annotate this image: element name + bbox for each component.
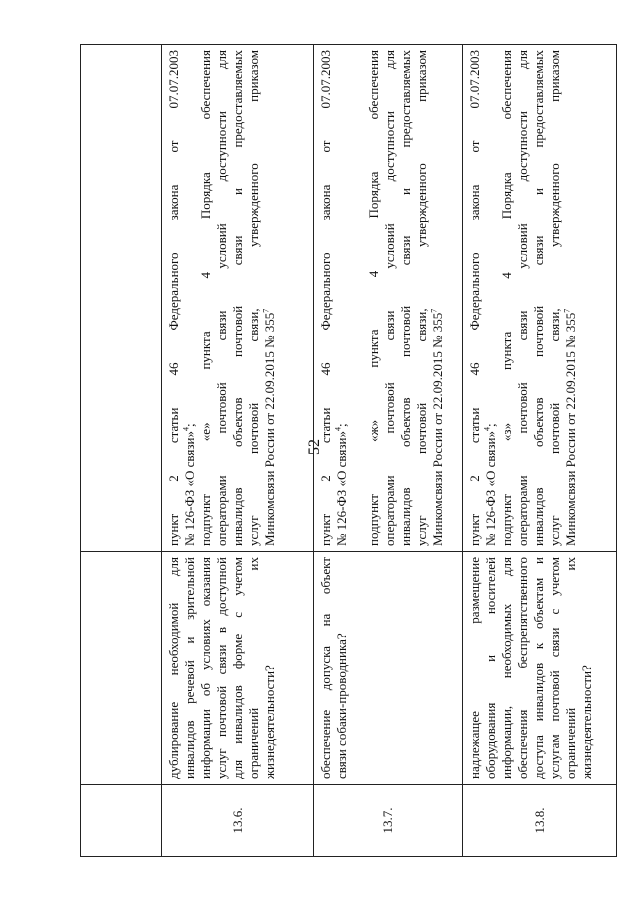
order-line: операторами почтовой связи условий доступности для [214,50,229,546]
table-row [463,45,617,857]
question-cell [463,552,617,785]
order-line: операторами почтовой связи условий доступности для [382,50,397,546]
footnote-ref: 4 [333,427,343,432]
table-row [162,45,314,857]
legal-basis-cell [162,45,314,552]
legal-basis-cell [314,45,463,552]
table-row-blank [81,45,162,857]
order-line: операторами почтовой связи условий доступности для [515,50,530,546]
question-line: связи собаки-проводника? [334,633,349,779]
question-line: информации, необходимых для [499,557,514,779]
order-line: инвалидов объектов почтовой связи и предоставляемых [531,50,546,546]
question-line: инвалидов речевой и зрительной [182,557,197,779]
question-cell [314,552,463,785]
question-line: услуг почтовой связи в доступной [214,557,229,779]
order-line [262,50,278,546]
question-line: обеспечения беспрепятственного [515,557,530,779]
order-line [430,50,446,546]
order-text: Минкомсвязи России от 22.09.2015 № 355 [430,312,445,546]
order-text: Минкомсвязи России от 22.09.2015 № 355 [563,312,578,546]
order-line: услуг почтовой связи, утвержденного приказом [414,50,429,546]
order-line: инвалидов объектов почтовой связи и предоставляемых [230,50,245,546]
question-line: услугам почтовой связи с учетом [547,557,562,779]
law-line [182,50,198,546]
law-text: № 126-ФЗ «О связи» [483,431,498,546]
footnote-ref: 4 [181,427,191,432]
question-line: ограничений их [246,557,261,779]
question-line: для инвалидов форме с учетом [230,557,245,779]
law-tail: ; [182,423,197,428]
question-line: обеспечение допуска на объект [318,557,333,779]
table-rotor [80,45,594,857]
question-line: жизнедеятельности? [262,665,277,779]
table-row [314,45,463,857]
order-line: подпункт «ж» пункта 4 Порядка обеспечения [366,50,381,546]
order-line: инвалидов объектов почтовой связи и предоставляемых [398,50,413,546]
order-line [563,50,579,546]
blank-cell [81,552,162,785]
question-line: информации об условиях оказания [198,557,213,779]
requirements-table [80,44,617,857]
question-line: жизнедеятельности? [579,665,594,779]
order-text: Минкомсвязи России от 22.09.2015 № 355 [262,312,277,546]
footnote-ref: 7 [261,308,271,313]
blank-cell [81,45,162,552]
question-line: оборудования и носителей [483,557,498,779]
footnote-ref: 7 [429,308,439,313]
order-line: услуг почтовой связи, утвержденного приказом [246,50,261,546]
order-line: услуг почтовой связи, утвержденного приказом [547,50,562,546]
row-number: 13.8. [463,785,617,857]
order-line: подпункт «е» пункта 4 Порядка обеспечения [198,50,213,546]
law-text: № 126-ФЗ «О связи» [182,431,197,546]
law-line: пункт 2 статьи 46 Федерального закона от 07.07.2003 [467,50,482,546]
question-line: дублирование необходимой для [166,557,181,779]
question-line: доступа инвалидов к объектам и [531,557,546,779]
law-tail: ; [483,423,498,428]
law-tail: ; [334,423,349,428]
question-line: надлежащее размещение [467,557,482,779]
law-line: пункт 2 статьи 46 Федерального закона от 07.07.2003 [318,50,333,546]
row-number: 13.6. [162,785,314,857]
legal-basis-cell [463,45,617,552]
rotated-page-content [80,45,594,857]
row-number: 13.7. [314,785,463,857]
blank-cell [81,785,162,857]
question-cell [162,552,314,785]
question-line: ограничений их [563,557,578,779]
footnote-ref: 7 [562,308,572,313]
footnote-ref: 4 [482,427,492,432]
page-number: 52 [306,439,323,455]
order-line: подпункт «з» пункта 4 Порядка обеспечения [499,50,514,546]
law-line [334,50,350,546]
law-line [483,50,499,546]
law-text: № 126-ФЗ «О связи» [334,431,349,546]
law-line: пункт 2 статьи 46 Федерального закона от 07.07.2003 [166,50,181,546]
